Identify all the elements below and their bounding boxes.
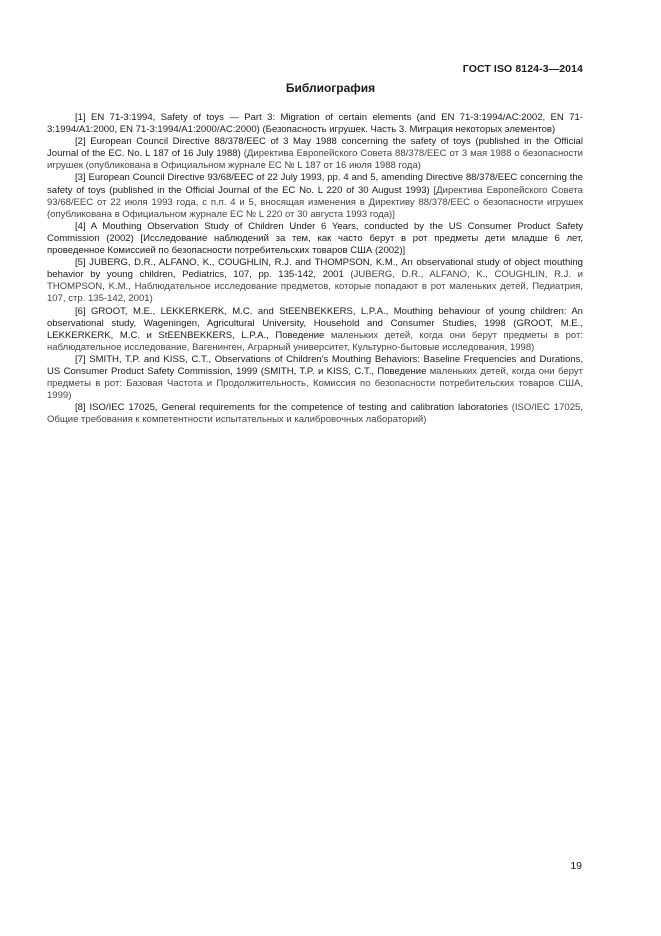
entry-translation: (Директива Европейского Совета 88/378/EEC от 3 мая 1988 о безопасности игрушек (опубликована в Официальном журнале ЕС № L 187 от 16 июля 1988 года) [47,148,583,172]
entry-translation: (ISO/IEC 17025, Общие требования к компетентности испытательных и калибровочных лабораторий) [47,402,583,426]
page-title: Библиография [285,81,376,95]
bibliography-entry [47,402,583,426]
bibliography-entry [47,221,583,257]
bibliography-entry [47,136,583,172]
entry-text: [4] A Mouthing Observation Study of Children Under 6 Years, conducted by the US Consumer Product Safety Commission (2002) [Исследование наблюдений за тем, как часто берут в рот предметы дети младше 6 лет, проведенное Комиссией по безопасности потребительских товаров США (2002)] [47,220,583,257]
entry-text: [7] SMITH, T.P. and KISS, C.T., Observations of Children's Mouthing Behaviors: Baseline Frequencies and Durations, US Consumer Product Safety Commission, 1999 (SMITH, T.P. и KISS, C.T., Поведение [47,353,583,377]
entry-text: [6] GROOT, M.E., LEKKERKERK, M.C. and StEENBEKKERS, L.P.A., Mouthing behaviour of young children: An observational study, Wageningen, Agricultural University, Household and Consumer Studies, 1998 (GROOT, M.E., LEKKERKERK, M.C. и StEENBEKKERS, L.P.A., Поведение [47,305,583,341]
entry-text: [5] JUBERG, D.R., ALFANO, K., COUGHLIN, R.J. and THOMPSON, K.M., An observational study of object mouthing behavior by young children, Pediatrics, 107, pp. 135-142, 2001 [47,257,583,281]
bibliography-entry [47,112,583,136]
entry-translation: [Директива Европейского Совета 93/68/EEC от 22 июля 1993 года, с п.п. 4 и 5, вносящая изменения в Директиву 88/378/EEC о безопасности игрушек (опубликована в Официальном журнале ЕС № L 220 от 30 августа 1993 года)] [47,184,583,220]
entry-translation: маленьких детей, когда они берут предметы в рот: наблюдательное исследование, Вагенинген, Аграрный университет, Культурно-бытовые исследования, 1998) [47,329,584,353]
bibliography-list [47,112,583,426]
entry-translation: (JUBERG, D.R., ALFANO, K., COUGHLIN, R.J. и THOMPSON, K.M., Наблюдательное исследование предметов, которые попадают в рот маленьких детей, Педиатрия, 107, стр. 135-142, 2001) [47,269,584,305]
entry-text: [1] EN 71-3:1994, Safety of toys — Part 3: Migration of certain elements (and EN 71-3:1994/AC:2002, EN 71-3:1994/A1:2000, EN 71-3:1994/A1:2000/AC:2000) (Безопасность игрушек. Часть 3. Миграция некоторых элементов) [47,112,583,136]
entry-translation: маленьких детей, когда они берут предметы в рот: Базовая Частота и Продолжительность, Комиссия по безопасности потребительских товаров США, 1999) [47,365,583,402]
page-number: 19 [570,860,582,872]
bibliography-entry [47,354,583,402]
entry-text: [8] ISO/IEC 17025, General requirements for the competence of testing and calibration laboratories [75,402,508,414]
bibliography-entry [47,257,583,305]
document-code: ГОСТ ISO 8124-3—2014 [462,63,583,75]
bibliography-entry [47,306,583,354]
entry-text: [3] European Council Directive 93/68/EEC of 22 July 1993, pp. 4 and 5, amending Directive 88/378/EEC concerning the safety of toys (published in the Official Journal of the EC No. L 220 of 30 August 1993) [47,172,583,196]
entry-text: [2] European Council Directive 88/378/EEC of 3 May 1988 concerning the safety of toys (published in the Official Journal of the EC. No. L 187 of 16 July 1988) [47,136,583,160]
bibliography-entry [47,172,583,220]
